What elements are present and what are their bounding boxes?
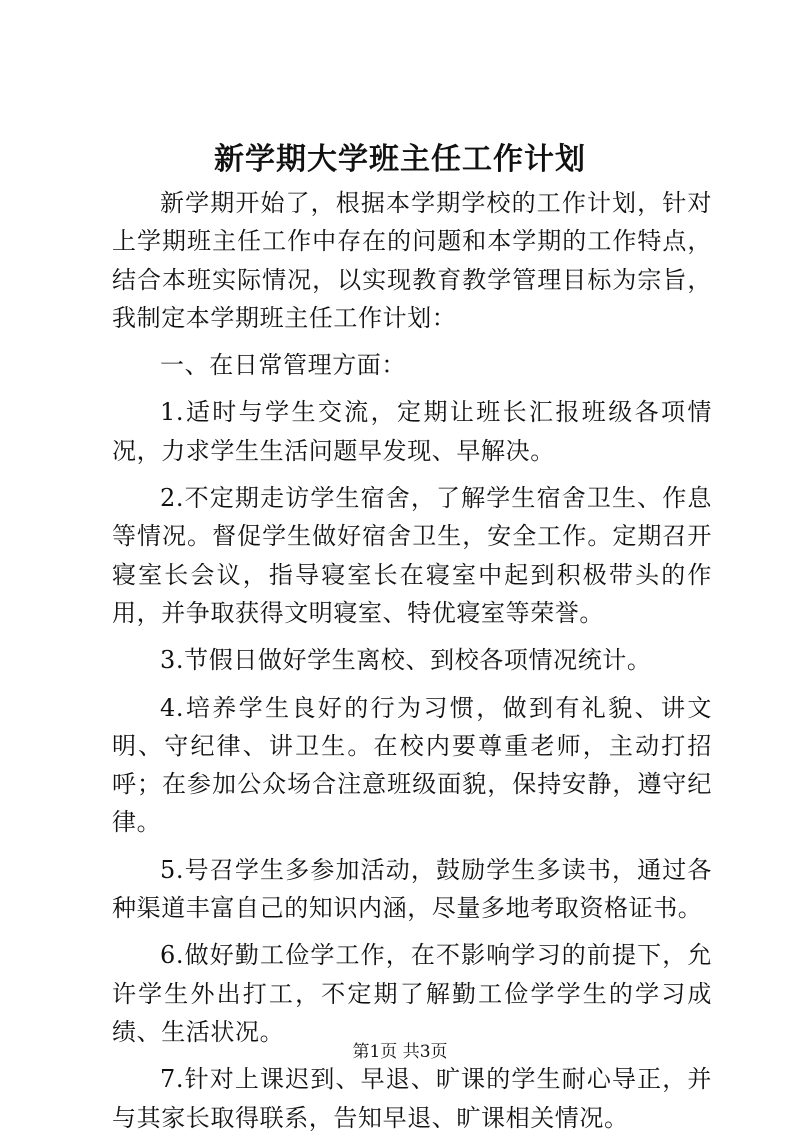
list-item: 5.号召学生多参加活动，鼓励学生多读书，通过各种渠道丰富自己的知识内涵，尽量多地考取资格证书。 — [112, 855, 712, 923]
list-item: 2.不定期走访学生宿舍，了解学生宿舍卫生、作息等情况。督促学生做好宿舍卫生，安全工作。定期召开寝室长会议，指导寝室长在寝室中起到积极带头的作用，并争取获得文明寝室、特优寝室等荣誉。 — [112, 484, 712, 627]
list-item: 7.针对上课迟到、早退、旷课的学生耐心导正，并与其家长取得联系，告知早退、旷课相关情况。 — [112, 1065, 712, 1132]
list-item: 6.做好勤工俭学工作，在不影响学习的前提下，允许学生外出打工，不定期了解勤工俭学学生的学习成绩、生活状况。 — [112, 941, 712, 1046]
intro-paragraph: 新学期开始了，根据本学期学校的工作计划，针对上学期班主任工作中存在的问题和本学期的工作特点，结合本班实际情况，以实现教育教学管理目标为宗旨，我制定本学期班主任工作计划： — [112, 189, 712, 332]
section-heading: 一、在日常管理方面： — [160, 351, 406, 380]
list-item: 4.培养学生良好的行为习惯，做到有礼貌、讲文明、守纪律、讲卫生。在校内要尊重老师，主动打招呼；在参加公众场合注意班级面貌，保持安静，遵守纪律。 — [112, 693, 712, 837]
document-title: 新学期大学班主任工作计划 — [214, 142, 586, 177]
page-number: 第1页 共3页 — [352, 1042, 448, 1062]
list-item: 1.适时与学生交流，定期让班长汇报班级各项情况，力求学生生活问题早发现、早解决。 — [112, 398, 712, 465]
document-body — [112, 184, 712, 1146]
list-item: 3.节假日做好学生离校、到校各项情况统计。 — [160, 646, 652, 675]
